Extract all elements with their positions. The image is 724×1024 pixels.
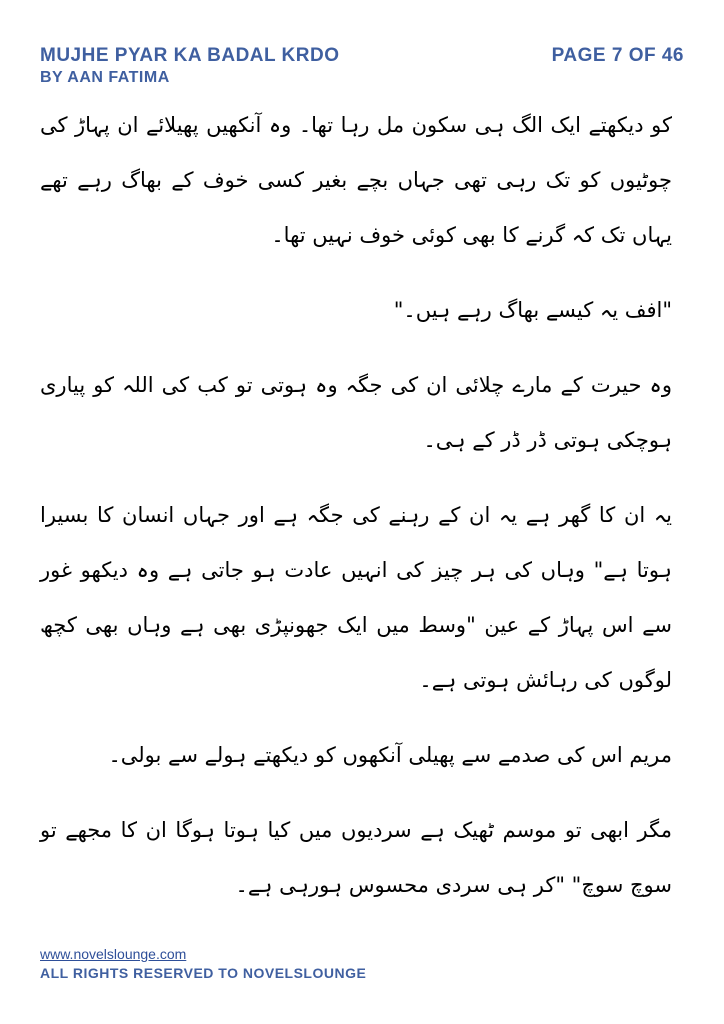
page-footer [40,946,366,981]
rights-notice: ALL RIGHTS RESERVED TO NOVELSLOUNGE [40,965,367,981]
paragraph: "افف یہ کیسے بھاگ رہے ہیں۔" [393,298,672,322]
paragraph: یہ ان کا گھر ہے یہ ان کے رہنے کی جگہ ہے اور جہاں انسان کا بسیرا ہوتا ہے" وہاں کی ہر چیز کی انہیں عادت ہو جاتی ہے وہ دیکھو غور سے اس پہاڑ کے عین "وسط میں ایک جھونپڑی بھی ہے وہاں بھی کچھ لوگوں کی رہائش ہوتی ہے۔ [40,503,672,692]
page-number: PAGE 7 OF 46 [551,45,684,66]
paragraph: وہ حیرت کے مارے چلائی ان کی جگہ وہ ہوتی تو کب کی اللہ کو پیاری ہوچکی ہوتی ڈر ڈر کے ہی۔ [40,373,672,452]
author-name: BY AAN FATIMA [40,69,170,86]
paragraph: مریم اس کی صدمے سے پھیلی آنکھوں کو دیکھتے ہولے سے بولی۔ [108,743,672,767]
novel-title: MUJHE PYAR KA BADAL KRDO [40,45,340,66]
header-left [40,46,340,86]
story-body [40,98,672,933]
paragraph: کو دیکھتے ایک الگ ہی سکون مل رہا تھا۔ وہ آنکھیں پھیلائے ان پہاڑ کی چوٹیوں کو تک رہی تھی جہاں بچے بغیر کسی خوف کے بھاگ رہے تھے یہاں تک کہ گرنے کا بھی کوئی خوف نہیں تھا۔ [40,113,672,247]
paragraph: مگر ابھی تو موسم ٹھیک ہے سردیوں میں کیا ہوتا ہوگا ان کا مجھے تو سوچ سوچ" "کر ہی سردی محسوس ہورہی ہے۔ [40,818,672,897]
website-link[interactable]: www.novelslounge.com [40,946,187,962]
